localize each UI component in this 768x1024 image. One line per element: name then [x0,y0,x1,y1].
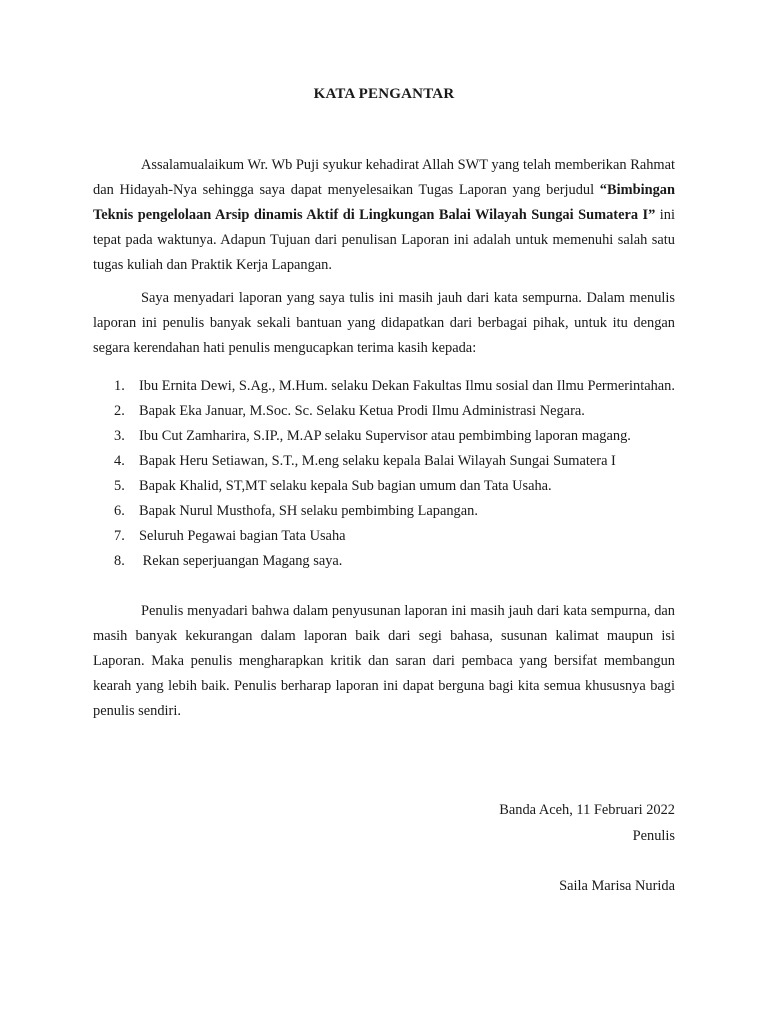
acknowledgement-list [93,374,675,574]
list-item-text: Ibu Ernita Dewi, S.Ag., M.Hum. selaku Dekan Fakultas Ilmu sosial dan Ilmu Permerintahan. [139,378,675,394]
author-role: Penulis [632,828,675,844]
report-title-text: “Bimbingan Teknis pengelolaan Arsip dinamis Aktif di Lingkungan Balai Wilayah Sungai Sumatera I” [93,182,675,223]
paragraph-closing [93,599,675,724]
list-item-text: Bapak Eka Januar, M.Soc. Sc. Selaku Ketua Prodi Ilmu Administrasi Negara. [139,403,585,419]
list-item-text: Seluruh Pegawai bagian Tata Usaha [139,528,346,544]
list-number: 2. [114,403,125,419]
opening-intro-text: Assalamualaikum Wr. Wb Puji syukur kehadirat Allah SWT yang telah memberikan Rahmat dan Hidayah-Nya sehingga saya dapat menyelesaikan Tugas Laporan yang berjudul [93,157,675,198]
opening-outro-text: ini tepat pada waktunya. Adapun Tujuan dari penulisan Laporan ini adalah untuk memenuhi salah satu tugas kuliah dan Praktik Kerja Lapangan. [93,207,675,273]
list-number: 3. [114,428,125,444]
list-number: 5. [114,478,125,494]
list-item-text: Bapak Khalid, ST,MT selaku kepala Sub bagian umum dan Tata Usaha. [139,478,552,494]
list-item [93,424,675,449]
place-and-date: Banda Aceh, 11 Februari 2022 [499,802,675,818]
list-number: 4. [114,453,125,469]
list-item-text: Rekan seperjuangan Magang saya. [139,553,343,569]
list-item [93,549,675,574]
list-item [93,499,675,524]
paragraph-gratitude [93,286,675,361]
paragraph-opening [93,153,675,278]
list-number: 1. [114,378,125,394]
list-item-text: Bapak Heru Setiawan, S.T., M.eng selaku kepala Balai Wilayah Sungai Sumatera I [139,453,616,469]
list-item [93,524,675,549]
list-number: 8. [114,553,125,569]
list-item [93,474,675,499]
list-number: 7. [114,528,125,544]
author-name: Saila Marisa Nurida [559,878,675,894]
list-item [93,374,675,399]
list-item-text: Ibu Cut Zamharira, S.IP., M.AP selaku Supervisor atau pembimbing laporan magang. [139,428,631,444]
closing-paragraph-text: Penulis menyadari bahwa dalam penyusunan laporan ini masih jauh dari kata sempurna, dan masih banyak kekurangan dalam laporan baik dari segi bahasa, susunan kalimat maupun isi Laporan. Maka penulis mengharapkan kritik dan saran dari pembaca yang bersifat membangun kearah yang lebih baik. Penulis berharap laporan ini dapat berguna bagi kita semua khususnya bagi penulis sendiri. [93,603,675,719]
list-number: 6. [114,503,125,519]
list-item-text: Bapak Nurul Musthofa, SH selaku pembimbing Lapangan. [139,503,478,519]
page-title: KATA PENGANTAR [313,86,455,102]
list-item [93,449,675,474]
gratitude-text: Saya menyadari laporan yang saya tulis ini masih jauh dari kata sempurna. Dalam menulis laporan ini penulis banyak sekali bantuan yang didapatkan dari berbagai pihak, untuk itu dengan segara kerendahan hati penulis mengucapkan terima kasih kepada: [93,290,675,356]
list-item [93,399,675,424]
